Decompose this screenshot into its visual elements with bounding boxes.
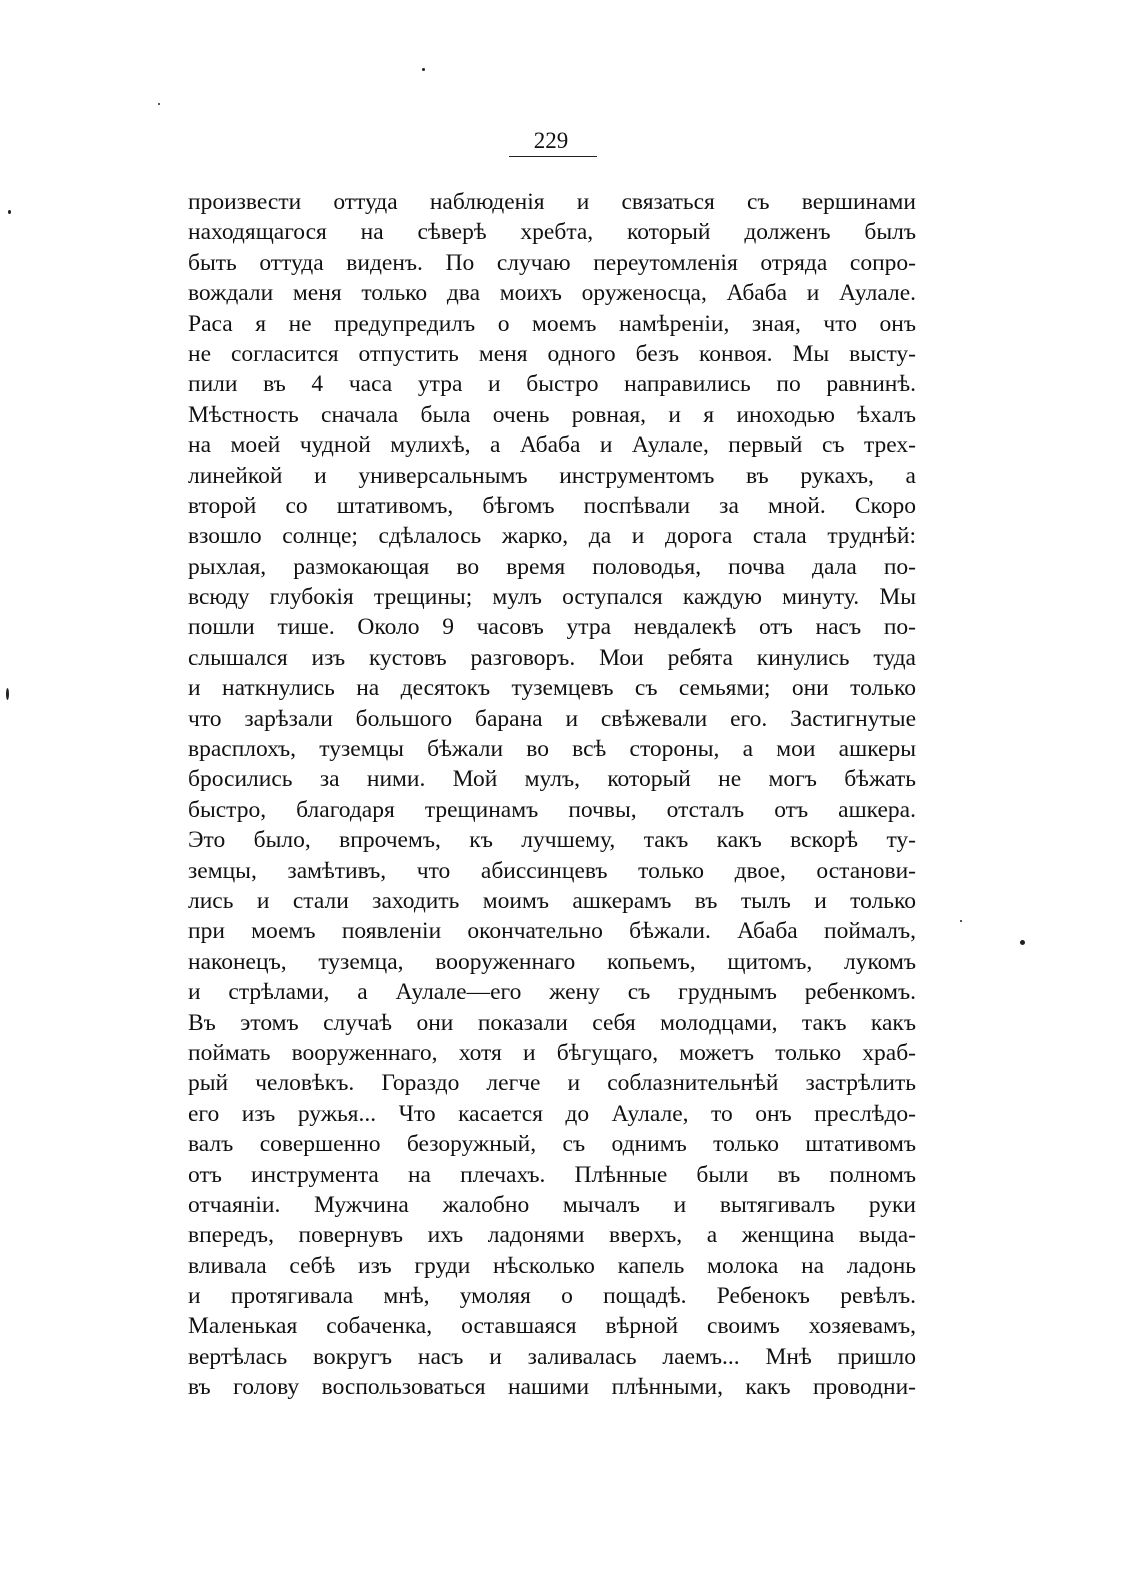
text-line: что зарѣзали большого барана и свѣжевали его. Застигнутые xyxy=(188,705,916,732)
scan-speck xyxy=(960,920,962,922)
text-line: наконецъ, туземца, вооруженнаго копьемъ, щитомъ, лукомъ xyxy=(188,948,916,975)
text-line: второй со штативомъ, бѣгомъ поспѣвали за мной. Скоро xyxy=(188,492,916,519)
text-line: вливала себѣ изъ груди нѣсколько капель молока на ладонь xyxy=(188,1252,916,1279)
text-line: земцы, замѣтивъ, что абиссинцевъ только двое, останови- xyxy=(188,857,916,884)
text-line: линейкой и универсальнымъ инструментомъ въ рукахъ, а xyxy=(188,462,916,489)
text-line: валъ совершенно безоружный, съ однимъ только штативомъ xyxy=(188,1131,916,1158)
text-line: Раса я не предупредилъ о моемъ намѣреніи, зная, что онъ xyxy=(188,310,916,337)
text-line: всюду глубокія трещины; мулъ оступался каждую минуту. Мы xyxy=(188,584,916,611)
text-line: пошли тише. Около 9 часовъ утра невдалекѣ отъ насъ по- xyxy=(188,614,916,641)
scan-speck xyxy=(158,103,160,105)
text-line: произвести оттуда наблюденія и связаться съ вершинами xyxy=(188,189,916,215)
text-line: быстро, благодаря трещинамъ почвы, отсталъ отъ ашкера. xyxy=(188,796,916,823)
text-line: лись и стали заходить моимъ ашкерамъ въ тылъ и только xyxy=(188,887,916,914)
scan-speck xyxy=(8,210,11,214)
text-line: находящагося на сѣверѣ хребта, который долженъ былъ xyxy=(188,219,916,246)
text-line: вождали меня только два моихъ оруженосца, Абаба и Аулале. xyxy=(188,280,916,307)
text-line: поймать вооруженнаго, хотя и бѣгущаго, можетъ только храб- xyxy=(188,1039,916,1066)
scan-speck xyxy=(1020,940,1025,945)
body-text xyxy=(188,187,916,1403)
page-number-rule xyxy=(509,156,597,157)
text-line: вертѣлась вокругъ насъ и заливалась лаемъ... Мнѣ пришло xyxy=(188,1343,916,1370)
text-line: быть оттуда виденъ. По случаю переутомленія отряда сопро- xyxy=(188,249,916,276)
text-line: Маленькая собаченка, оставшаяся вѣрной своимъ хозяевамъ, xyxy=(188,1313,916,1340)
scan-speck xyxy=(422,68,425,71)
text-line: и наткнулись на десятокъ туземцевъ съ семьями; они только xyxy=(188,675,916,702)
text-line: взошло солнце; сдѣлалось жарко, да и дорога стала труднѣй: xyxy=(188,523,916,550)
text-line: рый человѣкъ. Гораздо легче и соблазнительнѣй застрѣлить xyxy=(188,1070,916,1097)
text-line: и протягивала мнѣ, умоляя о пощадѣ. Ребенокъ ревѣлъ. xyxy=(188,1283,916,1310)
text-line: его изъ ружья... Что касается до Аулале, то онъ преслѣдо- xyxy=(188,1100,916,1127)
text-line: Мѣстность сначала была очень ровная, и я иноходью ѣхалъ xyxy=(188,401,916,428)
page-number: 229 xyxy=(533,128,569,153)
scan-speck xyxy=(6,688,9,700)
text-line: бросились за ними. Мой мулъ, который не могъ бѣжать xyxy=(188,766,916,793)
text-line: въ голову воспользоваться нашими плѣнными, какъ проводни- xyxy=(188,1374,916,1401)
text-line: отъ инструмента на плечахъ. Плѣнные были въ полномъ xyxy=(188,1161,916,1188)
text-line: рыхлая, размокающая во время половодья, почва дала по- xyxy=(188,553,916,580)
text-line: не согласится отпустить меня одного безъ конвоя. Мы высту- xyxy=(188,340,916,367)
text-line: слышался изъ кустовъ разговоръ. Мои ребята кинулись туда xyxy=(188,644,916,671)
text-line: отчаяніи. Мужчина жалобно мычалъ и вытягивалъ руки xyxy=(188,1191,916,1218)
text-line: при моемъ появленіи окончательно бѣжали. Абаба поймалъ, xyxy=(188,918,916,945)
text-line: пили въ 4 часа утра и быстро направились по равнинѣ. xyxy=(188,371,916,398)
text-line: на моей чудной мулихѣ, а Абаба и Аулале, первый съ трех- xyxy=(188,432,916,459)
text-line: Въ этомъ случаѣ они показали себя молодцами, такъ какъ xyxy=(188,1009,916,1036)
text-line: врасплохъ, туземцы бѣжали во всѣ стороны, а мои ашкеры xyxy=(188,736,916,763)
text-line: Это было, впрочемъ, къ лучшему, такъ какъ вскорѣ ту- xyxy=(188,827,916,854)
text-line: впередъ, повернувъ ихъ ладонями вверхъ, а женщина выда- xyxy=(188,1222,916,1249)
text-line: и стрѣлами, а Аулале—его жену съ груднымъ ребенкомъ. xyxy=(188,979,916,1006)
